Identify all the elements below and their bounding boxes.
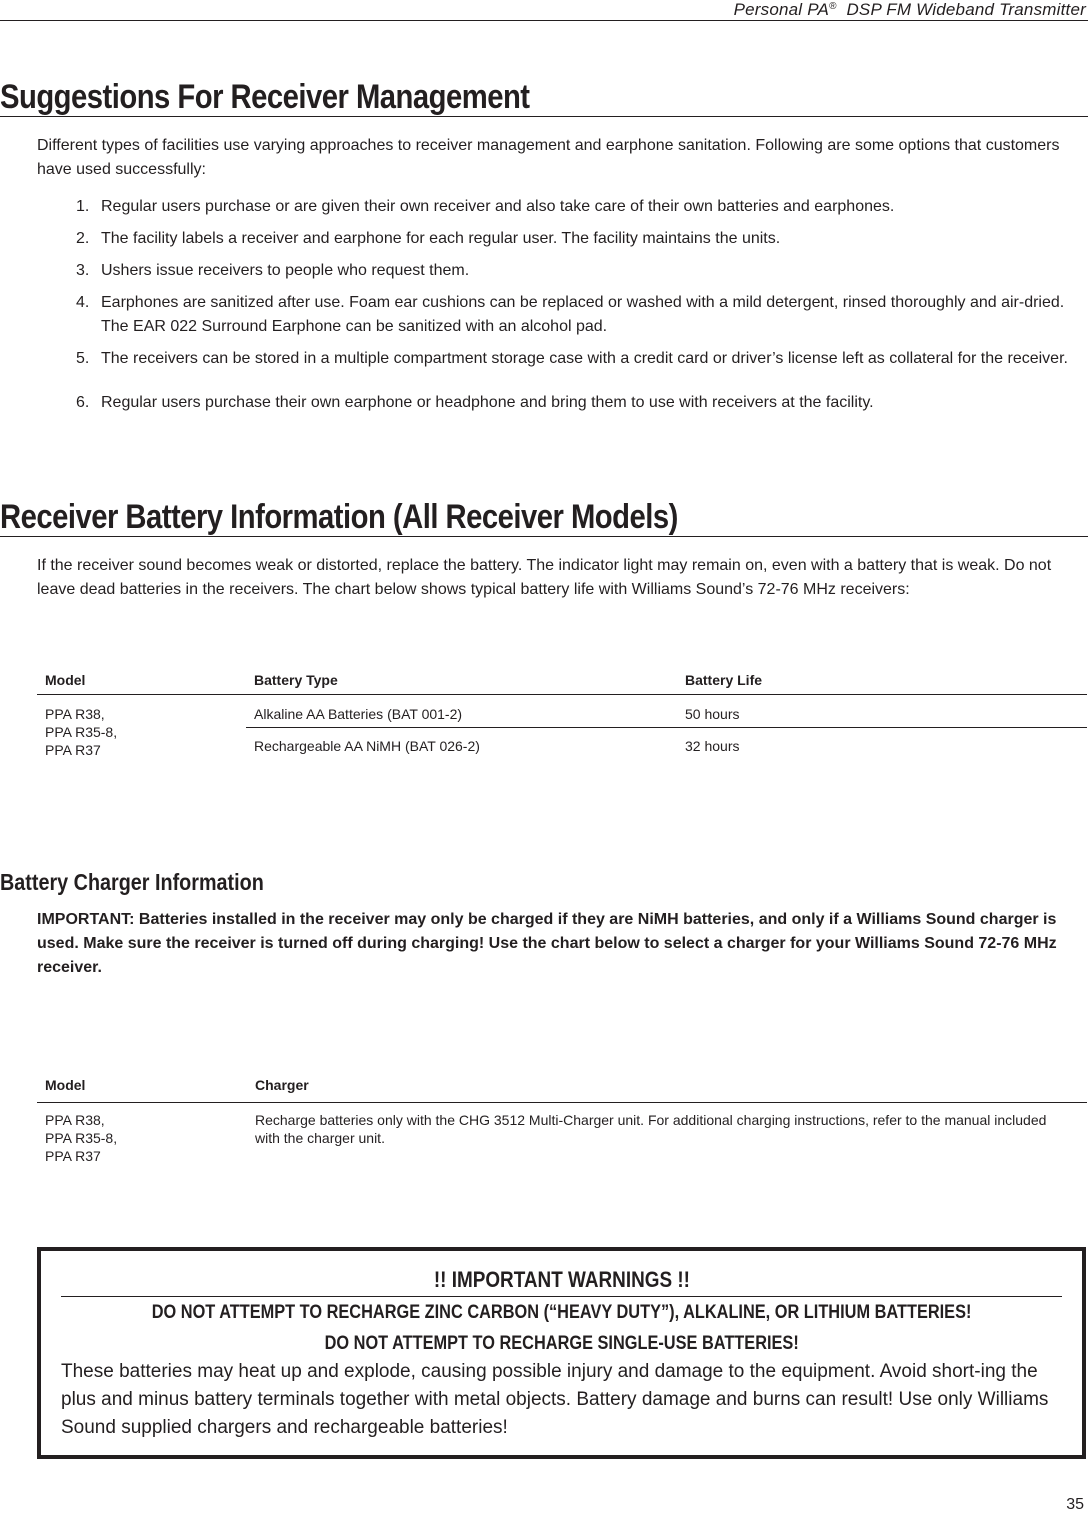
list-item	[37, 195, 1087, 219]
table-header-charger: Charger	[255, 1077, 309, 1093]
table-header-model: Model	[45, 1077, 86, 1093]
list-item	[37, 291, 1087, 339]
model-line: PPA R35-8,	[45, 724, 118, 740]
charger-table	[37, 1077, 1087, 1177]
running-header-title	[734, 0, 1086, 20]
list-item-number: 1.	[76, 198, 90, 215]
table-header-battery-life: Battery Life	[685, 672, 763, 688]
battery-life-table	[37, 672, 1087, 762]
table-header-rule	[37, 694, 1087, 695]
model-line: PPA R37	[45, 742, 101, 758]
section-title-receiver-management: Suggestions For Receiver Management	[0, 78, 530, 116]
warning-title	[41, 1267, 1082, 1293]
subheading-charger-info: Battery Charger Information	[0, 869, 264, 895]
table-cell-battery-type: Rechargeable AA NiMH (BAT 026-2)	[254, 738, 480, 754]
list-item-text: Ushers issue receivers to people who request them.	[101, 262, 470, 279]
warning-line-1	[41, 1302, 1082, 1324]
important-note: IMPORTANT: Batteries installed in the receiver may only be charged if they are NiMH batteries, and only if a Williams Sound charger is used. Make sure the receiver is turned off during charging! Use the chart below to select a charger for your Williams Sound 72-76 MHz receiver.	[37, 911, 1057, 976]
warning-title-text: !! IMPORTANT WARNINGS !!	[433, 1267, 690, 1292]
list-item-number: 2.	[76, 230, 90, 247]
list-item-text: Earphones are sanitized after use. Foam ear cushions can be replaced or washed with a mild detergent, rinsed thoroughly and air-dried. The EAR 022 Surround Earphone can be sanitized with an alcohol pad.	[101, 294, 1065, 335]
section-title-battery-info: Receiver Battery Information (All Receiver Models)	[0, 498, 678, 536]
table-cell-charger: Recharge batteries only with the CHG 3512 Multi-Charger unit. For additional charging instructions, refer to the manual included with the charger unit.	[255, 1112, 1047, 1146]
list-item-text: The receivers can be stored in a multiple compartment storage case with a credit card or driver’s license left as collateral for the receiver.	[101, 350, 1068, 367]
header-product-model: DSP FM Wideband Transmitter	[836, 0, 1086, 19]
section-title-rule	[0, 536, 1088, 537]
list-item-number: 5.	[76, 350, 90, 367]
table-cell-model	[45, 1111, 117, 1165]
model-line: PPA R35-8,	[45, 1130, 118, 1146]
list-item	[37, 391, 1087, 415]
model-line: PPA R38,	[45, 1112, 105, 1128]
list-item-text: Regular users purchase or are given their own receiver and also take care of their own batteries and earphones.	[101, 198, 895, 215]
section-title-rule	[0, 116, 1088, 117]
table-header-model: Model	[45, 672, 86, 688]
table-cell-model	[45, 705, 117, 759]
model-line: PPA R37	[45, 1148, 101, 1164]
list-item	[37, 259, 1087, 283]
list-item	[37, 227, 1087, 251]
list-item-text: The facility labels a receiver and earphone for each regular user. The facility maintains the units.	[101, 230, 781, 247]
header-registered-mark: ®	[829, 1, 837, 12]
warning-line-2-text: DO NOT ATTEMPT TO RECHARGE SINGLE-USE BATTERIES!	[324, 1333, 799, 1354]
table-header-rule	[37, 1102, 1087, 1103]
table-cell-battery-type: Alkaline AA Batteries (BAT 001-2)	[254, 706, 463, 722]
warning-box	[37, 1247, 1086, 1459]
suggestions-list	[37, 195, 1087, 423]
table-header-battery-type: Battery Type	[254, 672, 338, 688]
running-header	[0, 0, 1088, 21]
table-cell-battery-life: 32 hours	[685, 738, 740, 754]
warning-line-1-text: DO NOT ATTEMPT TO RECHARGE ZINC CARBON (“HEAVY DUTY”), ALKALINE, OR LITHIUM BATTERIES!	[151, 1302, 972, 1323]
list-item-number: 3.	[76, 262, 90, 279]
page-number: 35	[1066, 1496, 1084, 1513]
section-intro-battery-info: If the receiver sound becomes weak or distorted, replace the battery. The indicator light may remain on, even with a battery that is weak. Do not leave dead batteries in the receivers. The chart below shows typical battery life with Williams Sound’s 72-76 MHz receivers:	[37, 557, 1052, 598]
section-intro-receiver-management: Different types of facilities use varying approaches to receiver management and earphone sanitation. Following are some options that customers have used successfully:	[37, 137, 1060, 178]
warning-line-2	[41, 1333, 1082, 1355]
header-product-name: Personal PA	[733, 0, 830, 19]
table-row-rule	[246, 727, 1087, 728]
list-item-number: 6.	[76, 394, 90, 411]
list-item-text: Regular users purchase their own earphone or headphone and bring them to use with receivers at the facility.	[101, 394, 874, 411]
warning-rule	[61, 1296, 1062, 1297]
list-item	[37, 347, 1087, 371]
list-item-number: 4.	[76, 294, 90, 311]
model-line: PPA R38,	[45, 706, 105, 722]
table-cell-battery-life: 50 hours	[685, 706, 740, 722]
warning-body: These batteries may heat up and explode, causing possible injury and damage to the equipment. Avoid short-ing the plus and minus battery terminals together with metal objects. Battery damage and burns can result! Use only Williams Sound supplied chargers and rechargeable batteries!	[61, 1361, 1049, 1438]
